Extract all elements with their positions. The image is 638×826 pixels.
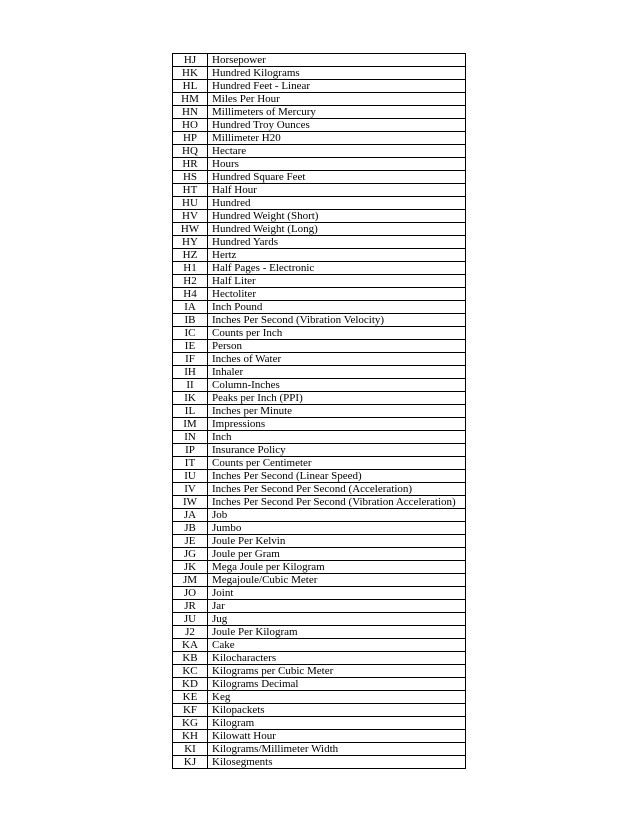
unit-code-cell: H2 <box>173 275 208 288</box>
unit-description-cell: Inches Per Second Per Second (Vibration Acceleration) <box>208 496 466 509</box>
table-row <box>173 145 466 158</box>
unit-description-cell: Hundred Weight (Short) <box>208 210 466 223</box>
table-row <box>173 587 466 600</box>
table-row <box>173 93 466 106</box>
table-row <box>173 509 466 522</box>
unit-code-cell: JU <box>173 613 208 626</box>
unit-code-cell: IP <box>173 444 208 457</box>
unit-description-cell: Counts per Centimeter <box>208 457 466 470</box>
unit-description-cell: Inches per Minute <box>208 405 466 418</box>
unit-code-cell: J2 <box>173 626 208 639</box>
table-row <box>173 535 466 548</box>
unit-code-cell: IK <box>173 392 208 405</box>
unit-description-cell: Counts per Inch <box>208 327 466 340</box>
unit-code-cell: II <box>173 379 208 392</box>
table-row <box>173 379 466 392</box>
unit-description-cell: Inhaler <box>208 366 466 379</box>
unit-code-cell: JR <box>173 600 208 613</box>
unit-description-cell: Joule per Gram <box>208 548 466 561</box>
unit-description-cell: Kilocharacters <box>208 652 466 665</box>
unit-description-cell: Person <box>208 340 466 353</box>
unit-description-cell: Hertz <box>208 249 466 262</box>
unit-description-cell: Half Hour <box>208 184 466 197</box>
table-row <box>173 730 466 743</box>
table-row <box>173 132 466 145</box>
unit-code-cell: HU <box>173 197 208 210</box>
unit-description-cell: Inch Pound <box>208 301 466 314</box>
unit-code-cell: HQ <box>173 145 208 158</box>
unit-description-cell: Hundred Weight (Long) <box>208 223 466 236</box>
unit-description-cell: Half Liter <box>208 275 466 288</box>
unit-code-cell: HY <box>173 236 208 249</box>
unit-description-cell: Inches Per Second (Linear Speed) <box>208 470 466 483</box>
table-row <box>173 600 466 613</box>
unit-code-cell: IV <box>173 483 208 496</box>
unit-description-cell: Jumbo <box>208 522 466 535</box>
unit-code-cell: JK <box>173 561 208 574</box>
unit-description-cell: Kilograms per Cubic Meter <box>208 665 466 678</box>
table-row <box>173 171 466 184</box>
unit-code-cell: KG <box>173 717 208 730</box>
table-row <box>173 80 466 93</box>
table-row <box>173 665 466 678</box>
table-row <box>173 106 466 119</box>
table-row <box>173 652 466 665</box>
table-row <box>173 704 466 717</box>
unit-description-cell: Keg <box>208 691 466 704</box>
table-row <box>173 743 466 756</box>
unit-code-cell: IA <box>173 301 208 314</box>
table-row <box>173 717 466 730</box>
table-row <box>173 405 466 418</box>
unit-code-table <box>172 53 466 769</box>
table-row <box>173 301 466 314</box>
table-row <box>173 67 466 80</box>
unit-description-cell: Kilograms Decimal <box>208 678 466 691</box>
unit-code-cell: KC <box>173 665 208 678</box>
unit-code-cell: HS <box>173 171 208 184</box>
table-row <box>173 392 466 405</box>
unit-code-cell: IC <box>173 327 208 340</box>
table-row <box>173 418 466 431</box>
unit-description-cell: Joule Per Kelvin <box>208 535 466 548</box>
unit-code-cell: KF <box>173 704 208 717</box>
unit-code-cell: JG <box>173 548 208 561</box>
unit-code-cell: HL <box>173 80 208 93</box>
unit-description-cell: Hundred Feet - Linear <box>208 80 466 93</box>
table-row <box>173 275 466 288</box>
unit-description-cell: Hectoliter <box>208 288 466 301</box>
table-row <box>173 561 466 574</box>
table-row <box>173 223 466 236</box>
table-row <box>173 691 466 704</box>
unit-code-cell: IB <box>173 314 208 327</box>
unit-description-cell: Hundred Square Feet <box>208 171 466 184</box>
unit-code-cell: KD <box>173 678 208 691</box>
unit-description-cell: Hundred Yards <box>208 236 466 249</box>
table-row <box>173 431 466 444</box>
unit-description-cell: Inches of Water <box>208 353 466 366</box>
table-row <box>173 119 466 132</box>
unit-code-cell: JM <box>173 574 208 587</box>
table-row <box>173 470 466 483</box>
table-row <box>173 210 466 223</box>
table-row <box>173 236 466 249</box>
unit-description-cell: Horsepower <box>208 54 466 67</box>
unit-description-cell: Jar <box>208 600 466 613</box>
unit-description-cell: Inches Per Second Per Second (Acceleration) <box>208 483 466 496</box>
unit-code-cell: IE <box>173 340 208 353</box>
table-row <box>173 314 466 327</box>
table-row <box>173 548 466 561</box>
unit-description-cell: Hundred Kilograms <box>208 67 466 80</box>
unit-code-cell: HK <box>173 67 208 80</box>
unit-code-cell: KB <box>173 652 208 665</box>
unit-code-cell: IM <box>173 418 208 431</box>
unit-description-cell: Joule Per Kilogram <box>208 626 466 639</box>
unit-description-cell: Insurance Policy <box>208 444 466 457</box>
unit-description-cell: Miles Per Hour <box>208 93 466 106</box>
unit-code-cell: HJ <box>173 54 208 67</box>
unit-code-cell: HZ <box>173 249 208 262</box>
unit-code-cell: IU <box>173 470 208 483</box>
unit-code-cell: IF <box>173 353 208 366</box>
unit-description-cell: Hundred Troy Ounces <box>208 119 466 132</box>
table-row <box>173 327 466 340</box>
table-row <box>173 197 466 210</box>
unit-code-cell: HV <box>173 210 208 223</box>
table-row <box>173 54 466 67</box>
unit-description-cell: Millimeter H20 <box>208 132 466 145</box>
unit-code-cell: IN <box>173 431 208 444</box>
unit-code-cell: HM <box>173 93 208 106</box>
unit-code-cell: KE <box>173 691 208 704</box>
unit-description-cell: Peaks per Inch (PPI) <box>208 392 466 405</box>
unit-description-cell: Hundred <box>208 197 466 210</box>
table-row <box>173 756 466 769</box>
unit-description-cell: Millimeters of Mercury <box>208 106 466 119</box>
unit-description-cell: Kilosegments <box>208 756 466 769</box>
unit-code-cell: JA <box>173 509 208 522</box>
unit-code-cell: H4 <box>173 288 208 301</box>
table-row <box>173 184 466 197</box>
unit-code-cell: IL <box>173 405 208 418</box>
unit-description-cell: Hours <box>208 158 466 171</box>
unit-description-cell: Mega Joule per Kilogram <box>208 561 466 574</box>
unit-description-cell: Half Pages - Electronic <box>208 262 466 275</box>
unit-code-cell: HO <box>173 119 208 132</box>
unit-code-cell: HP <box>173 132 208 145</box>
unit-description-cell: Inch <box>208 431 466 444</box>
unit-code-cell: H1 <box>173 262 208 275</box>
unit-description-cell: Job <box>208 509 466 522</box>
table-row <box>173 613 466 626</box>
unit-description-cell: Kilogram <box>208 717 466 730</box>
unit-description-cell: Cake <box>208 639 466 652</box>
table-row <box>173 639 466 652</box>
unit-code-cell: KJ <box>173 756 208 769</box>
unit-code-cell: IH <box>173 366 208 379</box>
unit-code-cell: KA <box>173 639 208 652</box>
unit-description-cell: Column-Inches <box>208 379 466 392</box>
unit-code-cell: HN <box>173 106 208 119</box>
unit-code-rows <box>173 54 466 769</box>
unit-description-cell: Kilograms/Millimeter Width <box>208 743 466 756</box>
table-row <box>173 626 466 639</box>
table-row <box>173 366 466 379</box>
unit-code-cell: JO <box>173 587 208 600</box>
unit-code-cell: KH <box>173 730 208 743</box>
table-row <box>173 262 466 275</box>
table-row <box>173 483 466 496</box>
unit-description-cell: Inches Per Second (Vibration Velocity) <box>208 314 466 327</box>
table-row <box>173 522 466 535</box>
unit-description-cell: Megajoule/Cubic Meter <box>208 574 466 587</box>
unit-code-cell: HT <box>173 184 208 197</box>
unit-code-cell: IW <box>173 496 208 509</box>
table-row <box>173 353 466 366</box>
unit-code-cell: IT <box>173 457 208 470</box>
unit-description-cell: Impressions <box>208 418 466 431</box>
table-row <box>173 249 466 262</box>
table-row <box>173 288 466 301</box>
table-row <box>173 574 466 587</box>
unit-description-cell: Kilopackets <box>208 704 466 717</box>
table-row <box>173 496 466 509</box>
unit-description-cell: Jug <box>208 613 466 626</box>
unit-code-cell: JB <box>173 522 208 535</box>
table-row <box>173 444 466 457</box>
unit-code-cell: KI <box>173 743 208 756</box>
unit-description-cell: Kilowatt Hour <box>208 730 466 743</box>
table-row <box>173 678 466 691</box>
unit-code-cell: HW <box>173 223 208 236</box>
table-row <box>173 457 466 470</box>
table-row <box>173 340 466 353</box>
unit-description-cell: Hectare <box>208 145 466 158</box>
unit-description-cell: Joint <box>208 587 466 600</box>
unit-code-cell: HR <box>173 158 208 171</box>
unit-code-cell: JE <box>173 535 208 548</box>
table-row <box>173 158 466 171</box>
